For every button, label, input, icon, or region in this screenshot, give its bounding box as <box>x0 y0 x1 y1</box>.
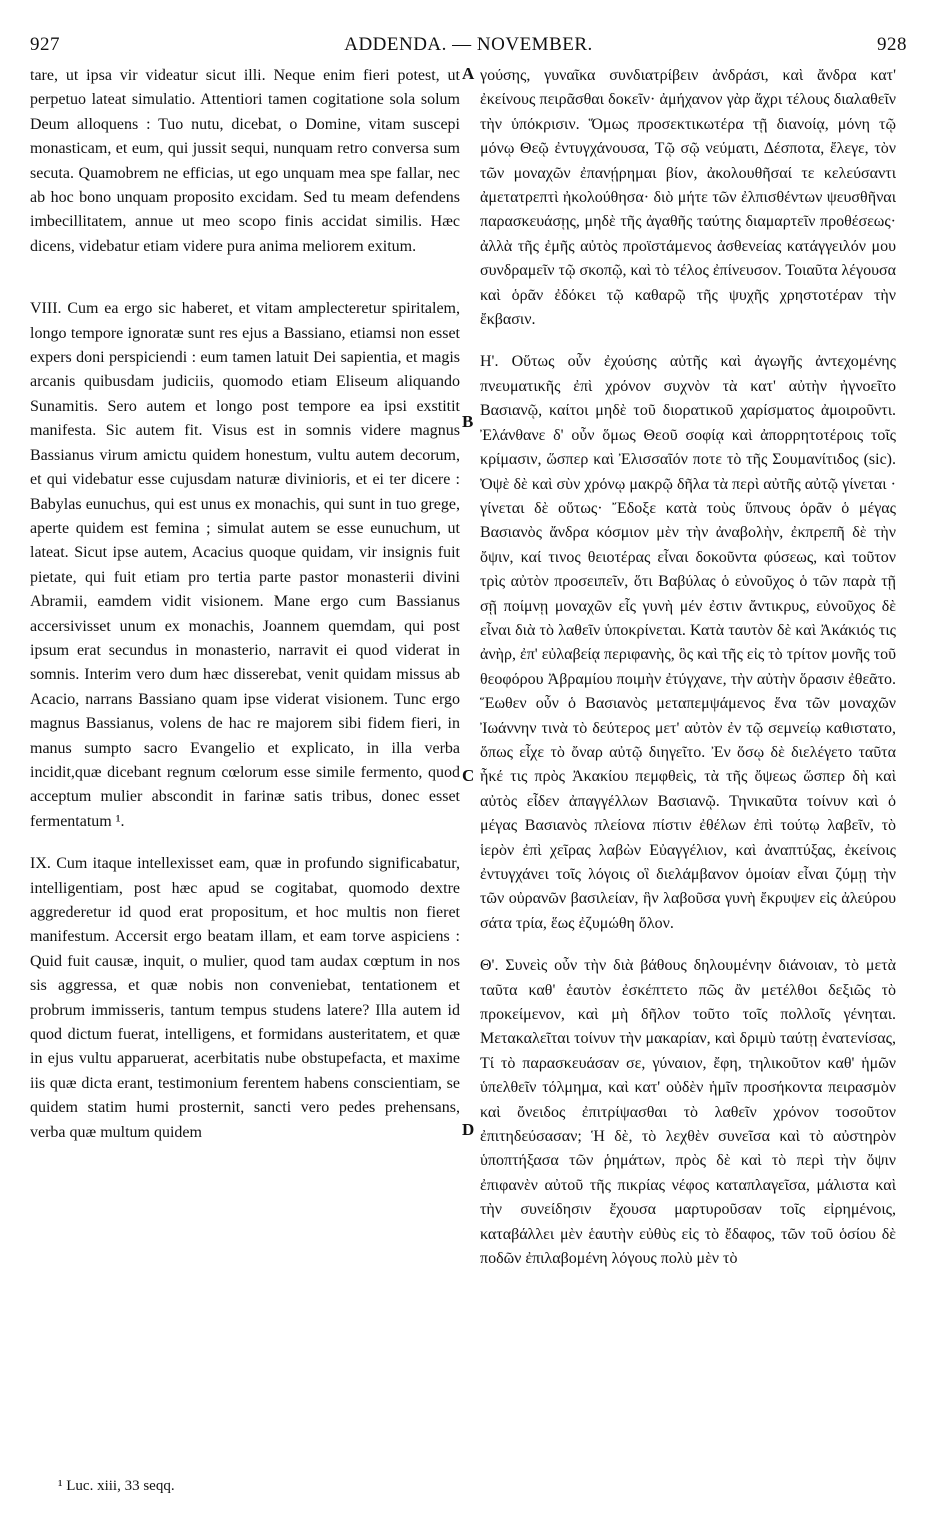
latin-paragraph-ix: IX. Cum itaque intellexisset eam, quæ in profundo significabatur, intelligentiam, post hæc apud se cogitabat, quomodo dextre aggrederetur id quod erat propositum, et hoc multis non fieret manifestum. Accersit ergo beatam illam, et eam torve aspiciens : Quid fuit causæ, inquit, o mulier, quod tam audax cœptum in nos sis aggressa, et quæ nobis non conveniebat, tentationem et probrum immisseris, tantum tempus studens latere? Illa autem id quod dictum fuerat, intelligens, et formidans austeritatem, et quæ in ejus vultu apparuerat, acerbitatis nube obstupefacta, et maxime iis quæ dicta erant, testimonium ferentem habens conscientiam, se quidem statim humi prosternit, sancti vero pedes prehensans, verba quæ multum quidem <box>30 855 460 1141</box>
latin-paragraph-continuation: tare, ut ipsa vir videatur sicut illi. Neque enim fieri potest, ut perpetuo lateat simulatio. Attentiori tamen cogitatione sola solum Deum alloquens : Tuo nutu, dicebat, o Domine, vitam suscepi monasticam, et eum, qui jussit sequi, nunquam retro conversa sum secuta. Quamobrem ne efficias, ut ego unquam mea spe fallar, nec ab hoc bono unquam proposito excidam. Sed tu meam defendens imbecillitatem, annue ut meo scopo finis accidat similis. Hæc dicens, videbatur etiam videre pura anima meliorem exitum. <box>30 67 460 255</box>
margin-marker-d: D <box>462 1120 475 1139</box>
greek-paragraph-theta: Θ'. Συνεὶς οὖν τὴν διὰ βάθους δηλουμένην διάνοιαν, τὸ μετὰ ταῦτα καθ' ἑαυτὸν ἐσκέπτετο πῶς ἂν μετέλθοι δεξιῶς τὸ προκείμενον, καὶ μὴ δῆλον τοῦτο τοῖς πολλοῖς γένηται. Μετακαλεῖται τοίνυν τὴν μακαρίαν, καὶ δριμὺ ταύτῃ ἐνατενίσας, Τί τὸ παρασκευάσαν σε, γύναιον, ἔφη, τηλικοῦτον καθ' ἡμῶν ὑπελθεῖν τόλμημα, καὶ κατ' οὐδὲν ἡμῖν προσήκοντα πειρασμὸν καὶ ὄνειδος ἐπιτρίψασθαι τὸ λαθεῖν χρόνον τοσοῦτον ἐπιτηδεύσασαν; Ἡ δὲ, τὸ λεχθὲν συνεῖσα καὶ τὸ αὐστηρὸν ὑποπτήξασα τῶν ῥημάτων, πρὸς δὲ καὶ τὸ περὶ τὴν ὄψιν ἐπιφανὲν αὐτοῦ τῆς πικρίας νέφος καταπλαγεῖσα, μάλιστα καὶ τὴν συνείδησιν ἔχουσα μαρτυροῦσαν τοῖς εἰρημένοις, καταβάλλει μὲν ἑαυτὴν εὐθὺς εἰς τὸ ἔδαφος, τῶν τοῦ ὁσίου δὲ ποδῶν ἐπιλαβομένη λόγους πολὺ μὲν τὸ <box>480 957 896 1268</box>
running-title: ADDENDA. — NOVEMBER. <box>344 34 593 55</box>
margin-marker-b: B <box>462 412 474 431</box>
margin-marker-c: C <box>462 766 475 785</box>
margin-marker-a: A <box>462 64 475 83</box>
greek-paragraph-eta: Η'. Οὕτως οὖν ἐχούσης αὐτῆς καὶ ἀγωγῆς ἀντεχομένης πνευματικῆς ἐπὶ χρόνον συχνὸν τὰ κατ' αὐτὴν ἠγνοεῖτο Βασιανῷ, καίτοι μηδὲ τοῦ διορατικοῦ χαρίσματος ἀμοιροῦντι. Ἐλάνθανε δ' οὖν ὅμως Θεοῦ σοφίᾳ καὶ ἀπορρητοτέροις τοῖς κρίμασιν, ὥσπερ καὶ Ἐλισσαῖόν ποτε τὸ τῆς Σουμανίτιδος (sic). Ὀψὲ δὲ καὶ σὺν χρόνῳ μακρῷ δῆλα τὰ περὶ αὐτῆς αὐτῷ γίνεται · γίνεται δὲ οὕτως· Ἔδοξε κατὰ τοὺς ὕπνους ὁρᾶν ὁ μέγας Βασιανὸς ἄνδρα κόσμιον μὲν τὴν ἀναβολὴν, ἐκπρεπῆ δὲ τὴν ὄψιν, καί τινος θειοτέρας εἶναι δοκοῦντα φύσεως, καὶ τοῦτον τρὶς αὐτὸν προσειπεῖν, ὅτι Βαβύλας ὁ εὐνοῦχος ὁ τῶν παρὰ τῇ σῇ ποίμνῃ μοναχῶν εἷς γυνὴ μέν ἐστιν ἄντικρυς, εὐνοῦχος δὲ εἶναι διὰ τὸ λαθεῖν ὑποκρίνεται. Κατὰ ταυτὸν δὲ καὶ Ἀκάκιός τις ἀνὴρ, ἐπ' εὐλαβείᾳ περιφανὴς, ὃς καὶ τῆς εἰς τὸ τρίτον μονῆς τοῦ θεοφόρου Ἀβραμίου ποιμὴν ἐτύγχανε, τὴν αὐτὴν ὅρασιν ἐθεᾶτο. Ἕωθεν οὖν ὁ Βασιανὸς μεταπεμψάμενος ἕνα τῶν μοναχῶν Ἰωάννην τινὰ τὸ δεύτερος μετ' αὐτὸν ἐν τῷ σεμνείῳ καθιστατο, ὅπως εἶχε τὸ ὄναρ αὐτῷ διηγεῖτο. Ἐν ὅσῳ δὲ διελέγετο ταῦτα ἧκέ τις πρὸς Ἀκακίου πεμφθεὶς, τὰ τῆς ὄψεως ὥσπερ δὴ καὶ αὐτὸς εἶδεν ἀπαγγέλλων Βασιανῷ. Τηνικαῦτα τοίνυν καὶ ὁ μέγας Βασιανὸς πλείονα πίστιν ἐθέλων ἐπὶ τούτῳ λαβεῖν, τὸ ἱερὸν ἐπὶ χεῖρας λαβὼν Εὐαγγέλιον, καὶ ἀναπτύξας, ἐκείνοις ἐντυγχάνει τοῖς λόγοις οἳ διελάμβανον ὁμοίαν εἶναι ζύμῃ τὴν τῶν οὐρανῶν βασιλείαν, ἣν λαβοῦσα γυνὴ ἔκρυψεν εἰς ἀλεύρου σάτα τρία, ἕως ἐζυμώθη ὅλον. <box>480 353 896 932</box>
greek-paragraph-continuation: γούσης, γυναῖκα συνδιατρίβειν ἀνδράσι, καὶ ἄνδρα κατ' ἐκείνους πειρᾶσθαι δοκεῖν· ἀμήχανον γὰρ ἄχρι τέλους διαλαθεῖν τὴν ὑπόκρισιν. Ὅμως προσεκτικωτέρα τῇ διανοίᾳ, μόνη τῷ μόνῳ Θεῷ ἐντυγχάνουσα, Τῷ σῷ νεύματι, Δέσποτα, ἔλεγε, τὸν τῶν μοναχῶν ἐπανῄρημαι βίον, ἀκολουθῆσαί τε κελεύσαντι ἀμετατρεπτὶ ἠκολούθησα· διὸ μήτε τῶν ἐλπισθέντων ψευσθῆναι παρασκευάσῃς, μηδὲ τῆς ἀγαθῆς ταύτης διαμαρτεῖν προθέσεως· ἀλλὰ τῆς ἐμῆς αὐτὸς προϊστάμενος ἀσθενείας κατάγγειλόν μου συνδραμεῖν τῷ σκοπῷ, καὶ τὸ τέλος ἐπίνευσον. Τοιαῦτα λέγουσα καὶ ὁρᾶν ἐδόκει τῷ καθαρῷ τῆς ψυχῆς χρηστοτέραν τὴν ἔκβασιν. <box>480 67 896 329</box>
running-header <box>30 34 907 60</box>
page-number-left: 927 <box>30 34 60 55</box>
latin-paragraph-viii: VIII. Cum ea ergo sic haberet, et vitam amplecteretur spiritalem, longo tempore ignoratæ sunt res ejus a Bassiano, etiamsi non esset expers doni perspiciendi : eum tamen latuit Dei sapientia, et magis arcanis quibusdam judiciis, quomodo etiam Eliseum aliquando Sunamitis. Sero autem et longo post tempore ea ipsi exstitit manifesta. Sic autem fit. Visus est in somnis videre magnus Bassianus virum amictu quidem honestum, vultu autem decorum, et qui videbatur esse cujusdam naturæ divinioris, et ei ter dicere : Babylas eunuchus, qui est unus ex monachis, qui sunt in tuo grege, aperte quidem est femina ; simulat autem se esse eunuchum, ut lateat. Sicut ipse autem, Acacius quoque quidam, vir insignis fuit pietate, qui fuit etiam pro tertia parte pastor monasterii divini Abramii, eamdem vidit visionem. Mane ergo cum Bassianus accersivisset unum ex monachis, Joannem quemdam, qui post ipsum erat secundus in monasterio, narravit ei quod viderat in somnis. Interim vero dum hæc disserebat, venit quidam missus ab Acacio, narrans Bassiano quam ipse viderat visionem. Tunc ergo magnus Bassianus, volens de hac re majorem sibi fidem fieri, in manus sumpto sacro Evangelio et explicato, in illa verba incidit,quæ dicebant regnum cœlorum esse simile fermento, quod acceptum mulier abscondit in farinæ satis tribus, donec esset fermentatum ¹. <box>30 300 460 830</box>
greek-column <box>480 64 896 1272</box>
footnote: ¹ Luc. xiii, 33 seqq. <box>58 1478 175 1494</box>
page-number-right: 928 <box>877 34 907 55</box>
latin-column <box>30 64 460 1145</box>
